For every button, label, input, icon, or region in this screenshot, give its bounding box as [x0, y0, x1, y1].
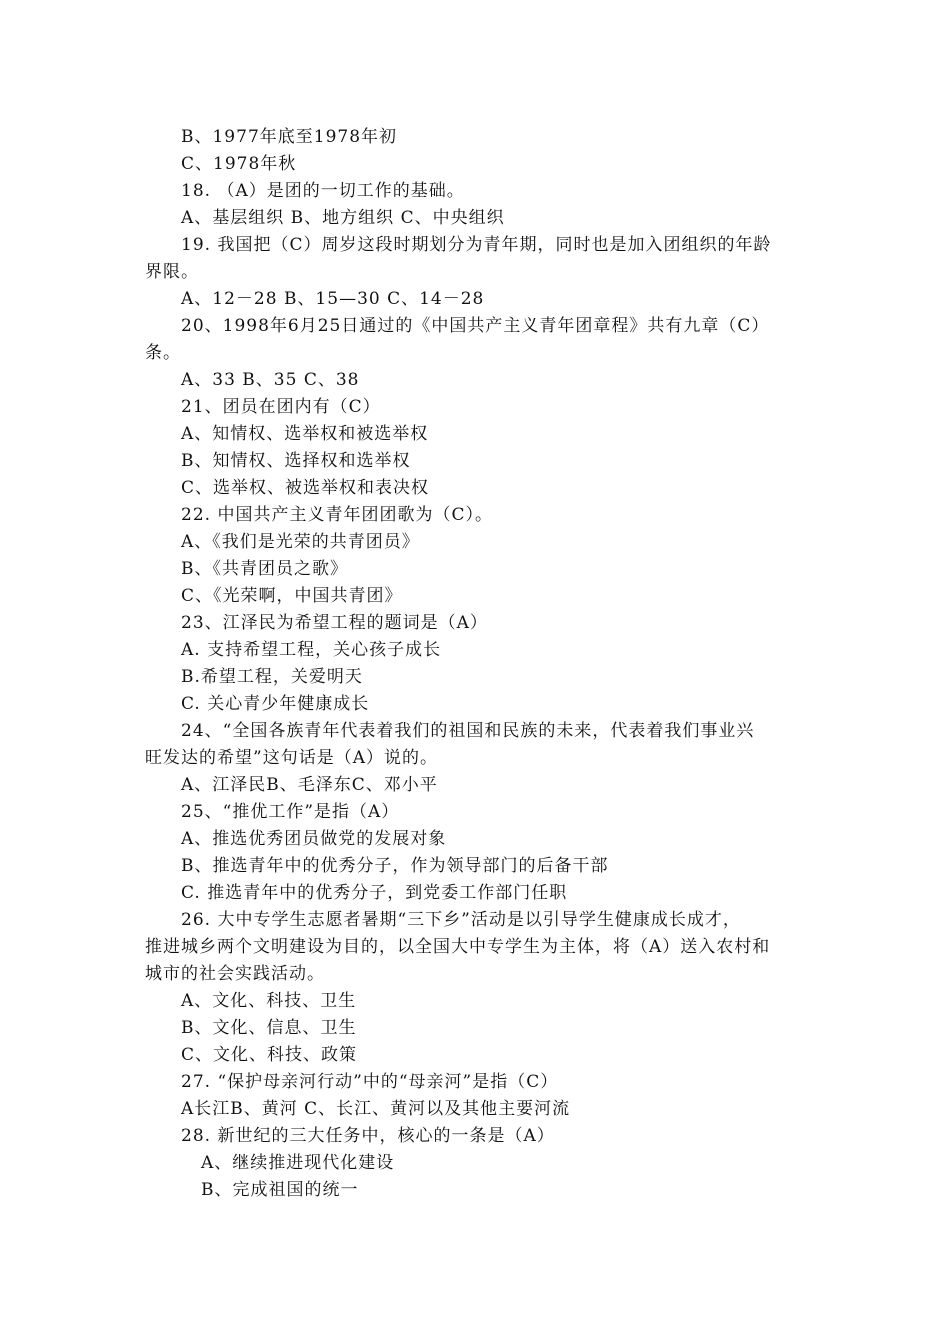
text-line: A、江泽民B、毛泽东C、邓小平	[181, 775, 438, 795]
text-line: A、继续推进现代化建设	[201, 1153, 395, 1173]
text-line: B、文化、信息、卫生	[181, 1018, 357, 1038]
text-line: 21、团员在团内有（C）	[181, 397, 381, 417]
text-line: 23、江泽民为希望工程的题词是（A）	[181, 613, 488, 633]
text-line: 城市的社会实践活动。	[145, 964, 325, 984]
text-line: C. 推选青年中的优秀分子，到党委工作部门任职	[181, 883, 568, 903]
text-line: C、《光荣啊，中国共青团》	[181, 586, 403, 606]
text-line: B、《共青团员之歌》	[181, 559, 348, 579]
text-line: 条。	[145, 343, 181, 363]
text-line: B、完成祖国的统一	[201, 1180, 359, 1200]
text-line: 19. 我国把（C）周岁这段时期划分为青年期，同时也是加入团组织的年龄	[181, 235, 772, 255]
text-line: 推进城乡两个文明建设为目的，以全国大中专学生为主体，将（A）送入农村和	[145, 937, 771, 957]
text-line: 界限。	[145, 262, 199, 282]
text-line: A、知情权、选举权和被选举权	[181, 424, 429, 444]
text-line: 25、“推优工作”是指（A）	[181, 802, 400, 822]
text-line: C、选举权、被选举权和表决权	[181, 478, 430, 498]
text-line: 18. （A）是团的一切工作的基础。	[181, 181, 465, 201]
text-line: B、1977年底至1978年初	[181, 127, 398, 147]
text-line: 24、“全国各族青年代表着我们的祖国和民族的未来，代表着我们事业兴	[181, 721, 755, 741]
text-line: 28. 新世纪的三大任务中，核心的一条是（A）	[181, 1126, 555, 1146]
text-line: A长江B、黄河 C、长江、黄河以及其他主要河流	[181, 1099, 571, 1119]
text-line: A. 支持希望工程，关心孩子成长	[181, 640, 442, 660]
text-line: C、1978年秋	[181, 154, 297, 174]
text-line: B.希望工程，关爱明天	[181, 667, 363, 687]
text-line: A、12－28 B、15—30 C、14－28	[181, 289, 485, 309]
text-line: 20、1998年6月25日通过的《中国共产主义青年团章程》共有九章（C）	[181, 316, 770, 336]
document-body	[145, 124, 810, 1204]
text-line: 22. 中国共产主义青年团团歌为（C）。	[181, 505, 493, 525]
text-line: C、文化、科技、政策	[181, 1045, 358, 1065]
text-line: A、推选优秀团员做党的发展对象	[181, 829, 447, 849]
text-line: 27. “保护母亲河行动”中的“母亲河”是指（C）	[181, 1072, 559, 1092]
text-line: 旺发达的希望”这句话是（A）说的。	[145, 748, 438, 768]
text-line: A、文化、科技、卫生	[181, 991, 357, 1011]
text-line: 26. 大中专学生志愿者暑期“三下乡”活动是以引导学生健康成长成才，	[181, 910, 741, 930]
text-line: C. 关心青少年健康成长	[181, 694, 370, 714]
text-line: A、基层组织 B、地方组织 C、中央组织	[181, 208, 505, 228]
text-line: B、知情权、选择权和选举权	[181, 451, 411, 471]
text-line: B、推选青年中的优秀分子，作为领导部门的后备干部	[181, 856, 609, 876]
text-line: A、33 B、35 C、38	[181, 370, 360, 390]
text-line: A、《我们是光荣的共青团员》	[181, 532, 420, 552]
